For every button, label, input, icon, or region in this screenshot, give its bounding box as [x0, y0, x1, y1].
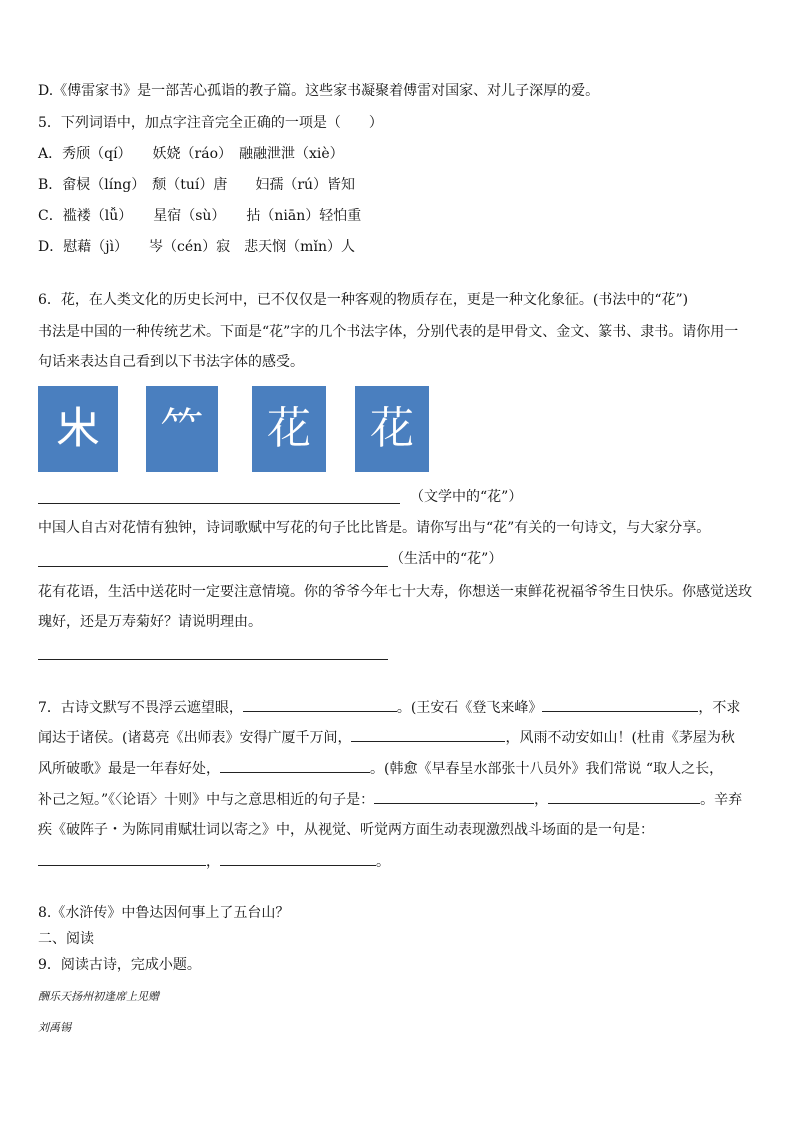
q7-text: ， [534, 792, 549, 808]
q5-option-b[interactable]: B．畲棂（líng） 颓（tuí）唐 妇孺（rú）皆知 [38, 177, 356, 193]
q7-text: 闻达于诸侯。(诸葛亮《出师表》安得广厦千万间， [38, 730, 352, 746]
q7-line-6 [38, 851, 390, 872]
section-heading-reading: 二、阅读 [38, 931, 94, 947]
q7-text: ， [206, 854, 220, 870]
q7-blank-5[interactable] [374, 789, 534, 804]
answer-line-poem[interactable] [38, 566, 388, 567]
q7-text: 补己之短。”《〈论语〉十则》中与之意思相近的句子是： [38, 792, 375, 808]
q7-text: 。(韩愈《早春呈水部张十八员外》我们常说 “取人之长， [370, 761, 724, 777]
q8-question: 8.《水浒传》中鲁达因何事上了五台山？ [38, 905, 290, 921]
life-question-1: 花有花语，生活中送花时一定要注意情境。你的爷爷今年七十大寿，你想送一束鲜花祝福爷爷生日快乐。你感觉送玫 [38, 584, 752, 600]
calligraphy-glyph: 𣎵 [56, 403, 100, 454]
calligraphy-bronze-image [146, 386, 218, 472]
q7-line-2 [38, 727, 735, 748]
q7-text: ，不求 [698, 700, 741, 716]
literature-flower-label: （文学中的“花”） [410, 489, 523, 505]
q5-option-a[interactable]: A．秀颀（qí） 妖娆（ráo） 融融泄泄（xiè） [38, 146, 344, 162]
q7-line-1 [38, 697, 740, 718]
q7-blank-2[interactable] [542, 697, 698, 712]
answer-line-flower-choice[interactable] [38, 659, 388, 660]
calligraphy-oracle-bone-image [38, 386, 118, 472]
q7-text: 。(王安石《登飞来峰》 [396, 700, 543, 716]
q7-line-3 [38, 758, 723, 779]
poem-title: 酬乐天扬州初逢席上见赠 [38, 990, 159, 1003]
q7-blank-8[interactable] [220, 851, 376, 866]
q7-text: 。 [376, 854, 390, 870]
q5-option-c[interactable]: C．褴褛（lǚ） 星宿（sù） 拈（niān）轻怕重 [38, 208, 362, 224]
life-question-2: 瑰好，还是万寿菊好？请说明理由。 [38, 614, 262, 630]
literature-question: 中国人自古对花情有独钟，诗词歌赋中写花的句子比比皆是。请你写出与“花”有关的一句诗文，与大家分享。 [38, 520, 711, 536]
q7-line-4 [38, 789, 742, 810]
q6-paragraph-1: 书法是中国的一种传统艺术。下面是“花”字的几个书法字体，分别代表的是甲骨文、金文、篆书、隶书。请你用一 [38, 324, 739, 340]
q6-stem: 6．花，在人类文化的历史长河中，已不仅仅是一种客观的物质存在，更是一种文化象征。(书法中的“花”) [38, 292, 689, 308]
q6-paragraph-2: 句话来表达自己看到以下书法字体的感受。 [38, 354, 304, 370]
q4-option-d: D.《傅雷家书》是一部苦心孤诣的教子篇。这些家书凝聚着傅雷对国家、对儿子深厚的爱。 [38, 83, 600, 99]
q9-question: 9．阅读古诗，完成小题。 [38, 957, 201, 973]
calligraphy-glyph: 花 [370, 403, 414, 454]
q7-line-5: 疾《破阵子・为陈同甫赋壮词以寄之》中，从视觉、听觉两方面生动表现激烈战斗场面的是一句是： [38, 822, 654, 838]
q7-text: 。辛弃 [700, 792, 743, 808]
calligraphy-seal-image [252, 386, 326, 472]
q7-blank-4[interactable] [220, 758, 370, 773]
q7-blank-6[interactable] [548, 789, 700, 804]
q7-blank-7[interactable] [38, 851, 206, 866]
calligraphy-glyph: ⺮ [160, 403, 204, 454]
poem-author: 刘禹锡 [38, 1021, 71, 1034]
life-flower-label: （生活中的“花”） [390, 551, 503, 567]
answer-line-calligraphy[interactable] [38, 503, 400, 504]
q7-text: 7．古诗文默写不畏浮云遮望眼， [38, 700, 243, 716]
q5-stem: 5．下列词语中，加点字注音完全正确的一项是（ ） [38, 115, 383, 131]
q7-blank-3[interactable] [351, 727, 505, 742]
q5-option-d[interactable]: D．慰藉（jì） 岑（cén）寂 悲天悯（mǐn）人 [38, 239, 355, 255]
calligraphy-glyph: 花 [267, 403, 311, 454]
q7-text: ，风雨不动安如山！(杜甫《茅屋为秋 [505, 730, 735, 746]
q7-blank-1[interactable] [243, 697, 397, 712]
q7-text: 风所破歌》最是一年春好处， [38, 761, 220, 777]
calligraphy-clerical-image [355, 386, 429, 472]
